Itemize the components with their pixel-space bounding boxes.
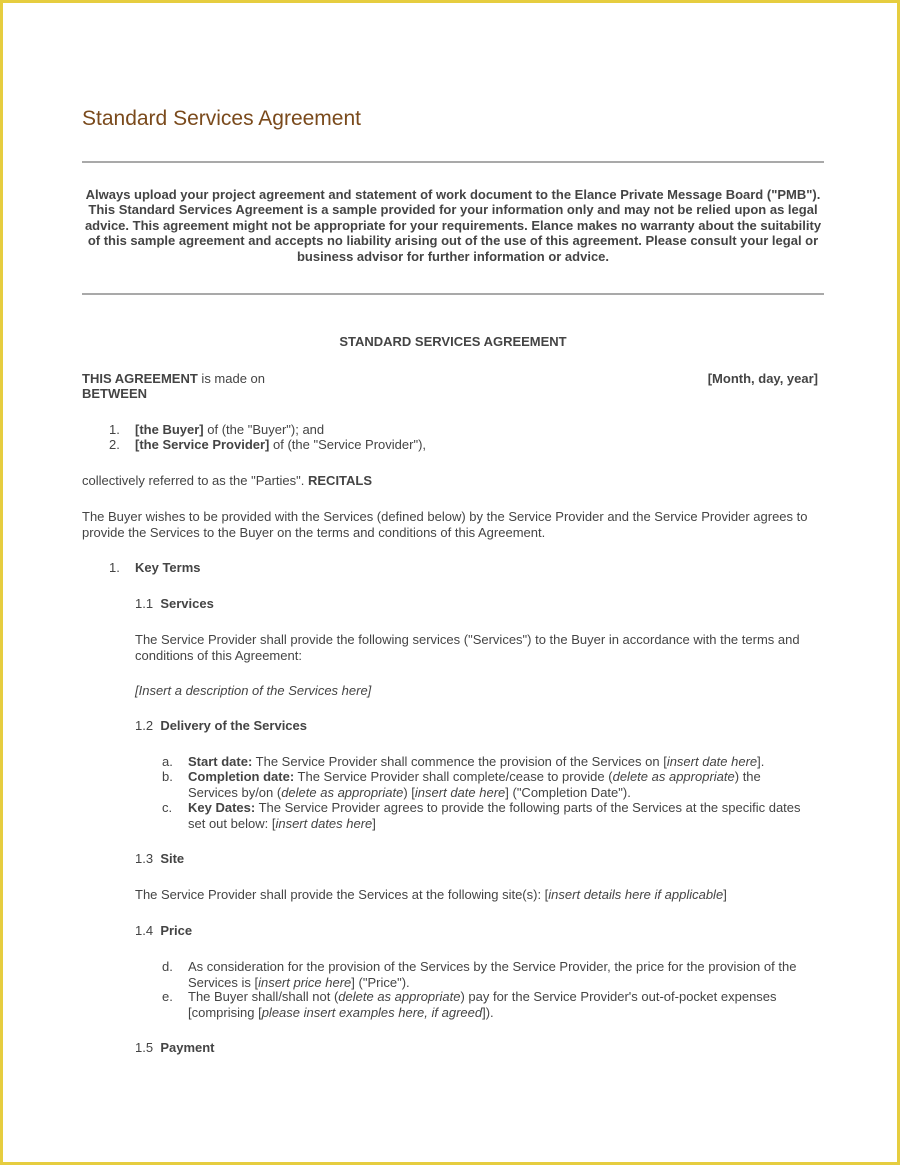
site-placeholder: insert details here if applicable bbox=[548, 887, 724, 902]
item-c-number: c. bbox=[162, 800, 173, 815]
key-dates-label: Key Dates: bbox=[188, 800, 256, 815]
recital-paragraph: The Buyer wishes to be provided with the Services (defined below) by the Service Provider and the Service Provider agrees to provide the Services to the Buyer on the terms and conditions of this Agreement. bbox=[82, 509, 808, 540]
expenses-text-3: [comprising [ bbox=[188, 1004, 262, 1020]
site-paragraph bbox=[135, 887, 727, 903]
start-date-text: The Service Provider shall commence the provision of the Services on [ bbox=[252, 754, 667, 769]
party-provider-name: [the Service Provider] bbox=[135, 437, 270, 452]
section-1-2-heading bbox=[135, 718, 307, 734]
party-service-provider bbox=[135, 437, 426, 453]
disclaimer-notice bbox=[82, 187, 824, 264]
section-1-5-title: Payment bbox=[160, 1040, 215, 1055]
key-dates-item bbox=[188, 800, 828, 831]
date-placeholder: [Month, day, year] bbox=[707, 371, 818, 386]
price-text-3: ] ("Price"). bbox=[351, 974, 410, 990]
party-1-number: 1. bbox=[109, 422, 120, 437]
price-text-2: Services is [ bbox=[188, 974, 259, 990]
expenses-italic-1: delete as appropriate bbox=[338, 989, 461, 1004]
expenses-text-4: ]). bbox=[482, 1004, 494, 1020]
section-1-5-heading bbox=[135, 1040, 215, 1056]
section-1-5-number: 1.5 bbox=[135, 1040, 154, 1055]
key-dates-line-1 bbox=[188, 800, 828, 816]
made-on-text: is made on bbox=[197, 371, 266, 386]
completion-italic-2: delete as appropriate bbox=[281, 784, 404, 800]
document-title: Standard Services Agreement bbox=[82, 107, 361, 130]
expenses-line-1 bbox=[188, 989, 828, 1005]
site-text-2: ] bbox=[723, 887, 727, 902]
start-date-label: Start date: bbox=[188, 754, 253, 769]
section-1-1-title: Services bbox=[160, 596, 214, 611]
party-buyer-name: [the Buyer] bbox=[135, 422, 204, 437]
start-date-item bbox=[188, 754, 828, 770]
price-line-2 bbox=[188, 975, 828, 991]
section-1-3-title: Site bbox=[160, 851, 185, 866]
start-date-placeholder: insert date here bbox=[666, 754, 758, 769]
key-dates-placeholder: insert dates here bbox=[275, 815, 373, 831]
expenses-line-2 bbox=[188, 1005, 828, 1021]
section-1-title: Key Terms bbox=[135, 560, 201, 575]
section-1-2-number: 1.2 bbox=[135, 718, 154, 733]
price-line-1: As consideration for the provision of the Services by the Service Provider, the price for the provision of the bbox=[188, 959, 797, 974]
price-placeholder: insert price here bbox=[258, 974, 352, 990]
recitals-heading: RECITALS bbox=[308, 473, 373, 488]
notice-line-disclaimer: This Standard Services Agreement is a sample provided for your information only and may not be relied upon as legal advice. This agreement might not be appropriate for your requirements. Elance makes no warranty about the suitability of this sample agreement and accepts no liability arising out of the use of this agreement. Please consult your legal or business advisor for further information or advice. bbox=[84, 202, 822, 264]
site-text-1: The Service Provider shall provide the Services at the following site(s): [ bbox=[135, 887, 549, 902]
this-agreement-label: THIS AGREEMENT bbox=[82, 371, 198, 386]
item-b-number: b. bbox=[162, 769, 173, 784]
completion-text-3: Services by/on ( bbox=[188, 784, 282, 800]
top-divider bbox=[82, 161, 824, 163]
between-label: BETWEEN bbox=[82, 386, 147, 401]
party-provider-rest: of (the "Service Provider"), bbox=[269, 437, 427, 452]
party-buyer-rest: of (the "Buyer"); and bbox=[203, 422, 325, 437]
section-1-3-number: 1.3 bbox=[135, 851, 154, 866]
completion-italic-1: delete as appropriate bbox=[612, 769, 735, 784]
notice-line-upload: Always upload your project agreement and statement of work document to the Elance Private Message Board ("PMB"). bbox=[85, 187, 821, 202]
agreement-heading: STANDARD SERVICES AGREEMENT bbox=[339, 334, 567, 349]
item-d-number: d. bbox=[162, 959, 173, 974]
item-a-number: a. bbox=[162, 754, 173, 769]
section-1-2-title: Delivery of the Services bbox=[160, 718, 308, 733]
section-1-4-heading bbox=[135, 923, 192, 939]
completion-text-4: ) [ bbox=[403, 784, 415, 800]
services-placeholder: [Insert a description of the Services here] bbox=[135, 683, 372, 698]
completion-text-5: ] ("Completion Date"). bbox=[505, 784, 631, 800]
completion-line-2 bbox=[188, 785, 828, 801]
expenses-text-2: ) pay for the Service Provider's out-of-pocket expenses bbox=[460, 989, 777, 1004]
completion-date-item bbox=[188, 769, 828, 800]
preamble-line bbox=[82, 371, 265, 387]
section-1-3-heading bbox=[135, 851, 184, 867]
party-2-number: 2. bbox=[109, 437, 120, 452]
price-item bbox=[188, 959, 828, 990]
services-paragraph: The Service Provider shall provide the following services ("Services") to the Buyer in accordance with the terms and conditions of this Agreement: bbox=[135, 632, 800, 663]
completion-line-1 bbox=[188, 769, 828, 785]
expenses-item bbox=[188, 989, 828, 1020]
expenses-text-1: The Buyer shall/shall not ( bbox=[188, 989, 339, 1004]
start-date-end: ]. bbox=[757, 754, 765, 769]
key-dates-text-2: set out below: [ bbox=[188, 815, 276, 831]
key-dates-text-3: ] bbox=[372, 815, 376, 831]
completion-text-1: The Service Provider shall complete/cease to provide ( bbox=[294, 769, 613, 784]
section-1-number: 1. bbox=[109, 560, 120, 575]
section-1-4-title: Price bbox=[160, 923, 193, 938]
bottom-divider bbox=[82, 293, 824, 295]
completion-italic-3: insert date here bbox=[414, 784, 506, 800]
section-1-4-number: 1.4 bbox=[135, 923, 154, 938]
party-buyer bbox=[135, 422, 324, 438]
completion-text-2: ) the bbox=[734, 769, 761, 784]
key-dates-line-2 bbox=[188, 816, 828, 832]
section-1-1-number: 1.1 bbox=[135, 596, 154, 611]
key-dates-text-1: The Service Provider agrees to provide the following parts of the Services at the specific dates bbox=[255, 800, 801, 815]
expenses-italic-2: please insert examples here, if agreed bbox=[261, 1004, 483, 1020]
item-e-number: e. bbox=[162, 989, 173, 1004]
completion-date-label: Completion date: bbox=[188, 769, 295, 784]
collectively-text: collectively referred to as the "Parties". bbox=[82, 473, 308, 488]
section-1-1-heading bbox=[135, 596, 214, 612]
collectively-line bbox=[82, 473, 372, 489]
